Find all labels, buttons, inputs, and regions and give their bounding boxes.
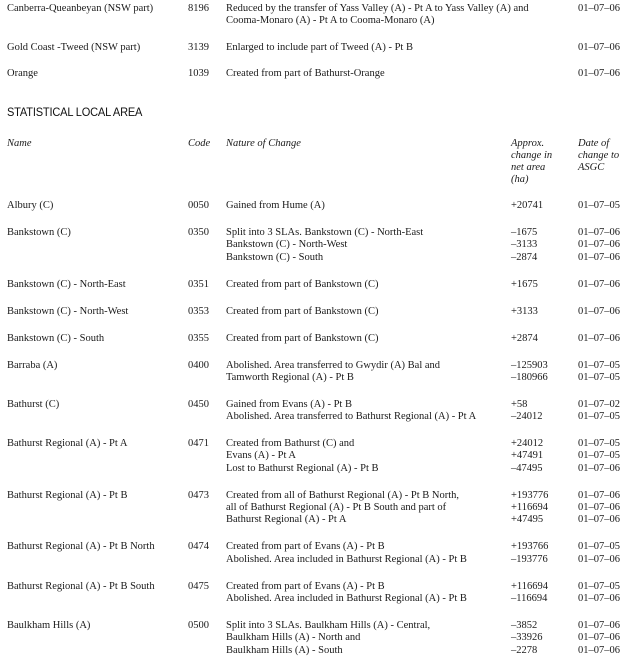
row-nature: Abolished. Area included in Bathurst Regional (A) - Pt B — [226, 553, 467, 565]
row-area-change: +193766 — [511, 541, 549, 553]
row-code: 0473 — [188, 489, 209, 501]
row-nature: Gained from Hume (A) — [226, 200, 325, 211]
row-date: 01–07–06 — [578, 227, 620, 238]
row-name: Bankstown (C) - North-East — [7, 278, 126, 290]
row-nature: Abolished. Area transferred to Gwydir (A) Bal and — [226, 359, 441, 371]
row-nature: Evans (A) - Pt A — [226, 450, 296, 462]
row-date: 01–07–06 — [578, 332, 620, 344]
row-area-change: –193776 — [511, 553, 548, 565]
row-nature: Bankstown (C) - South — [226, 251, 324, 263]
row-nature: Created from part of Bankstown (C) — [226, 278, 379, 290]
row-code: 0050 — [188, 200, 209, 211]
row-name: Barraba (A) — [7, 359, 58, 371]
row-name: Gold Coast -Tweed (NSW part) — [7, 41, 141, 53]
row-area-change: +1675 — [511, 278, 538, 290]
row-date: 01–07–06 — [578, 489, 620, 501]
row-area-change: +58 — [511, 398, 528, 410]
row-nature: Tamworth Regional (A) - Pt B — [226, 371, 354, 383]
row-date: 01–07–05 — [578, 580, 620, 592]
row-area-change: –3133 — [511, 239, 538, 251]
row-nature: Baulkham Hills (A) - North and — [226, 632, 361, 644]
header-date-line: Date of — [578, 138, 610, 149]
row-nature: Baulkham Hills (A) - South — [226, 644, 343, 656]
row-nature: Abolished. Area included in Bathurst Regional (A) - Pt B — [226, 592, 467, 604]
row-area-change: –2278 — [511, 644, 538, 656]
row-nature: Enlarged to include part of Tweed (A) - Pt B — [226, 41, 413, 53]
row-nature: all of Bathurst Regional (A) - Pt B South and part of — [226, 502, 447, 514]
row-code: 3139 — [188, 41, 209, 53]
row-area-change: +2874 — [511, 332, 538, 344]
row-area-change: +20741 — [511, 200, 544, 211]
row-date: 01–07–06 — [578, 644, 620, 656]
row-nature: Created from part of Evans (A) - Pt B — [226, 580, 385, 592]
row-area-change: +193776 — [511, 489, 549, 501]
row-code: 1039 — [188, 67, 209, 79]
row-name: Bathurst Regional (A) - Pt B South — [7, 580, 155, 592]
row-date: 01–07–06 — [578, 553, 620, 565]
row-area-change: +47491 — [511, 450, 544, 462]
row-date: 01–07–06 — [578, 632, 620, 644]
section-title: STATISTICAL LOCAL AREA — [7, 105, 143, 119]
row-date: 01–07–06 — [578, 502, 620, 514]
row-nature: Bankstown (C) - North-West — [226, 239, 348, 251]
row-code: 0355 — [188, 332, 209, 344]
header-name: Name — [7, 138, 32, 149]
row-nature: Split into 3 SLAs. Bankstown (C) - North-East — [226, 227, 424, 238]
row-nature: Created from part of Bathurst-Orange — [226, 67, 385, 79]
row-date: 01–07–06 — [578, 41, 620, 53]
row-code: 0351 — [188, 278, 209, 290]
row-code: 0400 — [188, 359, 209, 371]
row-area-change: –47495 — [511, 462, 543, 474]
row-code: 0350 — [188, 227, 209, 238]
row-area-change: +116694 — [511, 502, 549, 514]
row-name: Baulkham Hills (A) — [7, 620, 91, 631]
row-date: 01–07–06 — [578, 67, 620, 79]
row-name: Bankstown (C) — [7, 227, 71, 238]
row-nature: Created from part of Bankstown (C) — [226, 305, 379, 317]
header-date — [578, 138, 632, 174]
row-date: 01–07–06 — [578, 278, 620, 290]
row-name: Albury (C) — [7, 200, 54, 211]
row-nature: Abolished. Area transferred to Bathurst Regional (A) - Pt A — [226, 411, 477, 423]
row-name: Bathurst Regional (A) - Pt B North — [7, 541, 155, 553]
row-area-change: –180966 — [511, 371, 548, 383]
row-area-change: –2874 — [511, 251, 538, 263]
row-area-change: –3852 — [511, 620, 538, 631]
row-area-change: +24012 — [511, 438, 544, 450]
row-name: Bankstown (C) - South — [7, 332, 105, 344]
row-area-change: –116694 — [511, 592, 548, 604]
row-name: Bathurst Regional (A) - Pt B — [7, 489, 128, 501]
row-nature: Bathurst Regional (A) - Pt A — [226, 514, 347, 526]
row-code: 0474 — [188, 541, 209, 553]
row-nature: Created from Bathurst (C) and — [226, 438, 355, 450]
header-area-line: (ha) — [511, 174, 529, 185]
row-nature: Reduced by the transfer of Yass Valley (A) - Pt A to Yass Valley (A) and — [226, 3, 529, 14]
row-date: 01–07–05 — [578, 438, 620, 450]
row-area-change: +47495 — [511, 514, 544, 526]
row-area-change: –125903 — [511, 359, 548, 371]
header-area-line: change in — [511, 150, 553, 161]
row-name: Orange — [7, 67, 38, 79]
row-name: Bathurst Regional (A) - Pt A — [7, 438, 128, 450]
row-nature: Created from part of Bankstown (C) — [226, 332, 379, 344]
row-nature: Created from part of Evans (A) - Pt B — [226, 541, 385, 553]
row-code: 0353 — [188, 305, 209, 317]
header-area — [511, 138, 571, 186]
row-code: 8196 — [188, 3, 209, 14]
row-area-change: –1675 — [511, 227, 538, 238]
row-date: 01–07–06 — [578, 239, 620, 251]
header-date-line: ASGC — [578, 162, 605, 173]
row-date: 01–07–05 — [578, 411, 620, 423]
row-nature: Gained from Evans (A) - Pt B — [226, 398, 352, 410]
row-date: 01–07–05 — [578, 359, 620, 371]
row-name: Bankstown (C) - North-West — [7, 305, 129, 317]
row-date: 01–07–06 — [578, 514, 620, 526]
row-date: 01–07–06 — [578, 462, 620, 474]
row-code: 0500 — [188, 620, 209, 631]
row-date: 01–07–02 — [578, 398, 620, 410]
row-nature: Split into 3 SLAs. Baulkham Hills (A) - Central, — [226, 620, 431, 631]
row-name: Bathurst (C) — [7, 398, 60, 410]
row-name: Canberra-Queanbeyan (NSW part) — [7, 3, 154, 14]
row-date: 01–07–05 — [578, 450, 620, 462]
row-nature: Created from all of Bathurst Regional (A) - Pt B North, — [226, 489, 459, 501]
row-code: 0450 — [188, 398, 209, 410]
row-area-change: –33926 — [511, 632, 543, 644]
row-date: 01–07–06 — [578, 305, 620, 317]
row-code: 0475 — [188, 580, 209, 592]
row-date: 01–07–05 — [578, 200, 620, 211]
row-date: 01–07–06 — [578, 592, 620, 604]
row-date: 01–07–06 — [578, 620, 620, 631]
row-area-change: +116694 — [511, 580, 549, 592]
row-date: 01–07–06 — [578, 3, 620, 14]
row-date: 01–07–05 — [578, 541, 620, 553]
row-date: 01–07–05 — [578, 371, 620, 383]
row-nature: Lost to Bathurst Regional (A) - Pt B — [226, 462, 379, 474]
header-nature: Nature of Change — [226, 138, 301, 149]
row-code: 0471 — [188, 438, 209, 450]
row-area-change: +3133 — [511, 305, 538, 317]
row-date: 01–07–06 — [578, 251, 620, 263]
header-code: Code — [188, 138, 211, 149]
header-area-line: net area — [511, 162, 546, 173]
row-area-change: –24012 — [511, 411, 543, 423]
header-area-line: Approx. — [511, 138, 545, 149]
row-nature: Cooma-Monaro (A) - Pt A to Cooma-Monaro (A) — [226, 15, 435, 27]
header-date-line: change to — [578, 150, 620, 161]
